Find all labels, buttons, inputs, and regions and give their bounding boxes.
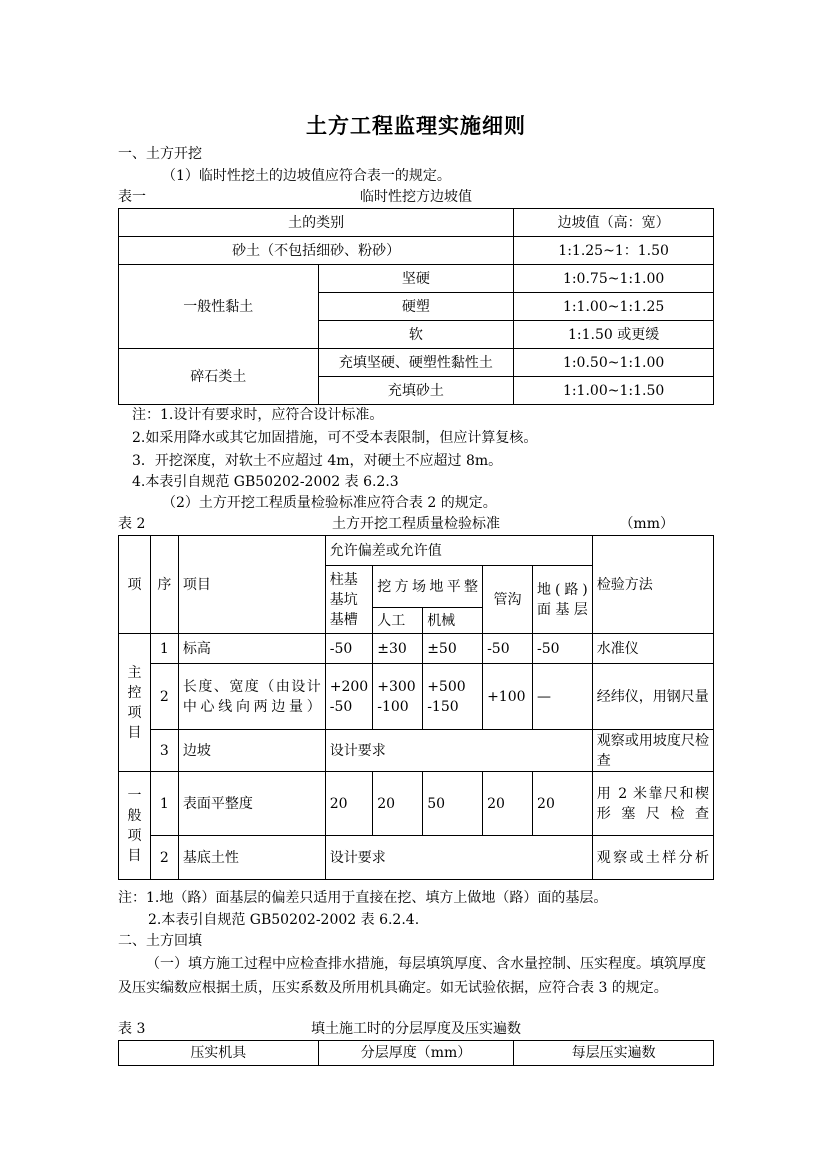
backfill-table (118, 1040, 714, 1066)
table-header-cell: 每层压实遍数 (514, 1041, 714, 1066)
table-cell: 边坡 (178, 730, 325, 772)
table-cell: 长度、宽度（由设计中心线向两边量） (178, 664, 325, 730)
note-line: 4.本表引自规范 GB50202-2002 表 6.2.3 (132, 474, 399, 490)
table-cell: 设计要求 (325, 730, 592, 772)
cell-line: -50 (329, 698, 353, 715)
table-cell: 1:0.75~1:1.00 (514, 265, 714, 293)
table-cell: -50 (325, 634, 372, 664)
cell-line: +500 (427, 678, 466, 695)
header-machine: 机械 (423, 608, 483, 634)
table-cell: 观察或土样分析 (592, 836, 713, 880)
table1-title: 临时性挖方边坡值 (360, 189, 472, 205)
backfill-paragraph: （一）填方施工过程中应检查排水措施，每层填筑厚度、含水量控制、压实程度。填筑厚度及压实编数应根据土质，压实系数及所用机具确定。如无试验依据，应符合表 3 的规定。 (118, 956, 706, 996)
table2-title: 土方开挖工程质量检验标准 (332, 516, 500, 532)
header-road: 地(路)面基层 (533, 566, 593, 634)
note-line: 3．开挖深度，对软土不应超过 4m，对硬土不应超过 8m。 (132, 453, 503, 469)
table-cell: ±50 (423, 634, 483, 664)
table-cell: 1:1.25~1：1.50 (514, 237, 714, 265)
header-site: 挖方场地平整 (373, 566, 483, 608)
table-cell: 用 2 米靠尺和楔形塞尺检查 (592, 772, 713, 836)
table-cell: — (533, 664, 593, 730)
table-header-cell: 边坡值（高：宽） (514, 209, 714, 237)
section-heading-backfill: 二、土方回填 (118, 933, 202, 949)
note-line: 注：1.设计有要求时，应符合设计标准。 (132, 407, 384, 423)
group-main: 主控项目 (119, 634, 151, 772)
note-line: 注：1.地（路）面基层的偏差只适用于直接在挖、填方上做地（路）面的基层。 (118, 890, 608, 906)
table-row (119, 349, 714, 377)
table-cell: 充填坚硬、硬塑性黏性土 (318, 349, 514, 377)
table-cell: 坚硬 (318, 265, 514, 293)
table-cell (423, 664, 483, 730)
table-row (119, 730, 714, 772)
header-name: 项目 (178, 536, 325, 634)
header-seq: 序 (150, 536, 178, 634)
table-row (119, 265, 714, 293)
table3-caption (118, 1020, 714, 1038)
table-cell: 标高 (178, 634, 325, 664)
table-cell: 1:0.50~1:1.00 (514, 349, 714, 377)
table-cell: 3 (150, 730, 178, 772)
table-row (119, 836, 714, 880)
excavation-quality-table (118, 535, 714, 880)
table-cell: 观察或用坡度尺检查 (592, 730, 713, 772)
table2-unit: （mm） (619, 516, 674, 532)
table-cell: 1:1.50 或更缓 (514, 321, 714, 349)
table-cell: 20 (373, 772, 423, 836)
table-cell: 2 (150, 836, 178, 880)
table-cell: 充填砂土 (318, 377, 514, 405)
header-manual: 人工 (373, 608, 423, 634)
table-cell: 基底土性 (178, 836, 325, 880)
table-cell: 20 (325, 772, 372, 836)
cell-line: -100 (377, 698, 409, 715)
table1-label: 表一 (118, 189, 146, 205)
table-cell: 表面平整度 (178, 772, 325, 836)
page-title: 土方工程监理实施细则 (306, 113, 526, 138)
table-row (119, 536, 714, 566)
table-row (119, 209, 714, 237)
table3-label: 表 3 (118, 1021, 146, 1037)
table-cell: 硬塑 (318, 293, 514, 321)
table-cell: 经纬仪，用钢尺量 (592, 664, 713, 730)
table-header-cell: 压实机具 (119, 1041, 319, 1066)
cell-line: +200 (329, 678, 369, 695)
table-cell (325, 664, 372, 730)
table-cell: 1 (150, 634, 178, 664)
table-cell: 一般性黏土 (119, 265, 319, 349)
table-row (119, 772, 714, 836)
table-cell: 1:1.00~1:1.50 (514, 377, 714, 405)
table-cell: 20 (483, 772, 533, 836)
table-row (119, 634, 714, 664)
note-line: 2.本表引自规范 GB50202-2002 表 6.2.4. (148, 912, 420, 928)
item-2-text: （2）土方开挖工程质量检验标准应符合表 2 的规定。 (162, 495, 497, 511)
header-ditch: 管沟 (483, 566, 533, 634)
table-row (119, 237, 714, 265)
table2-label: 表 2 (118, 516, 146, 532)
table-cell: -50 (483, 634, 533, 664)
table-cell: 软 (318, 321, 514, 349)
header-allowance: 允许偏差或允许值 (325, 536, 592, 566)
table2-caption (118, 515, 714, 533)
header-method: 检验方法 (592, 536, 713, 634)
table-cell: 2 (150, 664, 178, 730)
table1-caption (118, 188, 714, 206)
table-cell: 砂土（不包括细砂、粉砂） (119, 237, 514, 265)
table-cell: 设计要求 (325, 836, 592, 880)
group-general: 一般项目 (119, 772, 151, 880)
table-cell: -50 (533, 634, 593, 664)
slope-table (118, 208, 714, 405)
header-pit: 柱基基坑基槽 (325, 566, 372, 634)
table-cell: 碎石类土 (119, 349, 319, 405)
table-cell: 1 (150, 772, 178, 836)
table-row (119, 1041, 714, 1066)
cell-line: +300 (377, 678, 416, 695)
item-1-text: （1）临时性挖土的边坡值应符合表一的规定。 (162, 168, 451, 184)
table-cell: 50 (423, 772, 483, 836)
section-heading-excavation: 一、土方开挖 (118, 146, 202, 162)
table-header-cell: 土的类别 (119, 209, 514, 237)
table-cell: 1:1.00~1:1.25 (514, 293, 714, 321)
table-cell: 水准仪 (592, 634, 713, 664)
header-item: 项 (119, 536, 151, 634)
table-header-cell: 分层厚度（mm） (318, 1041, 514, 1066)
table-row (119, 664, 714, 730)
table3-title: 填土施工时的分层厚度及压实遍数 (311, 1021, 521, 1037)
table-cell: 20 (533, 772, 593, 836)
table-cell: ±30 (373, 634, 423, 664)
table-cell: +100 (483, 664, 533, 730)
table-cell (373, 664, 423, 730)
cell-line: -150 (427, 698, 459, 715)
note-line: 2.如采用降水或其它加固措施，可不受本表限制，但应计算复核。 (132, 430, 538, 446)
